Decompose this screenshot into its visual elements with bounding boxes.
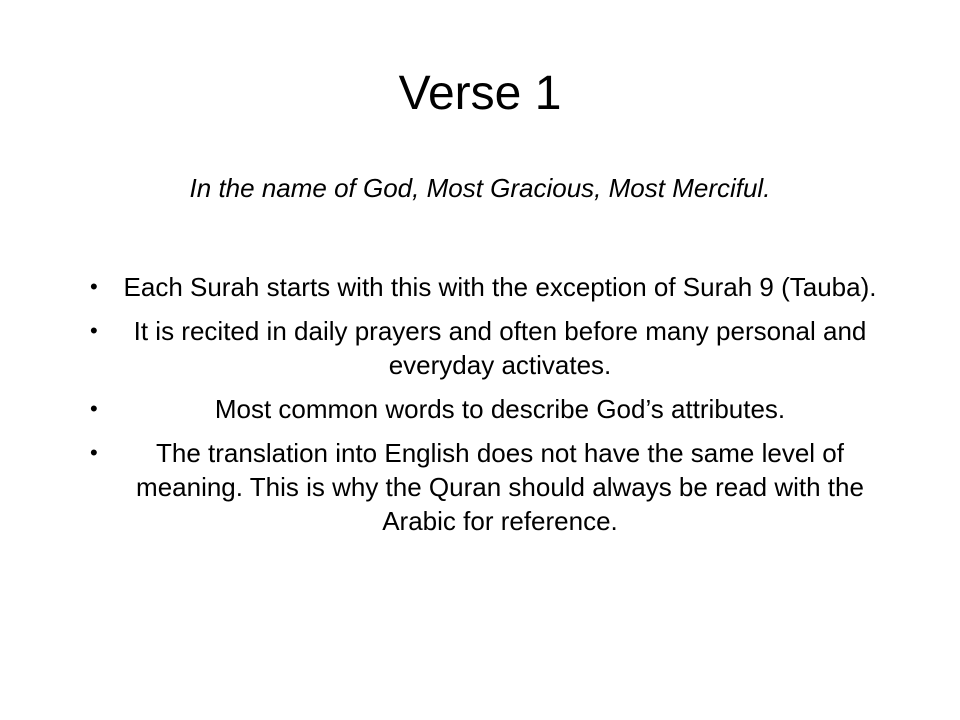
bullet-icon: • [90,440,98,465]
bullet-icon: • [90,274,98,299]
slide-subtitle: In the name of God, Most Gracious, Most Merciful. [189,173,771,203]
bullet-item [90,270,896,304]
bullet-text: It is recited in daily prayers and often before many personal and everyday activates. [133,316,867,380]
bullet-item [90,314,896,382]
bullet-list [90,270,896,548]
bullet-item [90,392,896,426]
bullet-text: The translation into English does not have the same level of meaning. This is why the Quran should always be read with the Arabic for reference. [136,438,864,536]
bullet-item [90,436,896,538]
slide-title: Verse 1 [398,67,562,120]
bullet-text: Each Surah starts with this with the exception of Surah 9 (Tauba). [123,272,877,302]
bullet-icon: • [90,318,98,343]
bullet-text: Most common words to describe God’s attributes. [214,394,786,424]
bullet-icon: • [90,396,98,421]
